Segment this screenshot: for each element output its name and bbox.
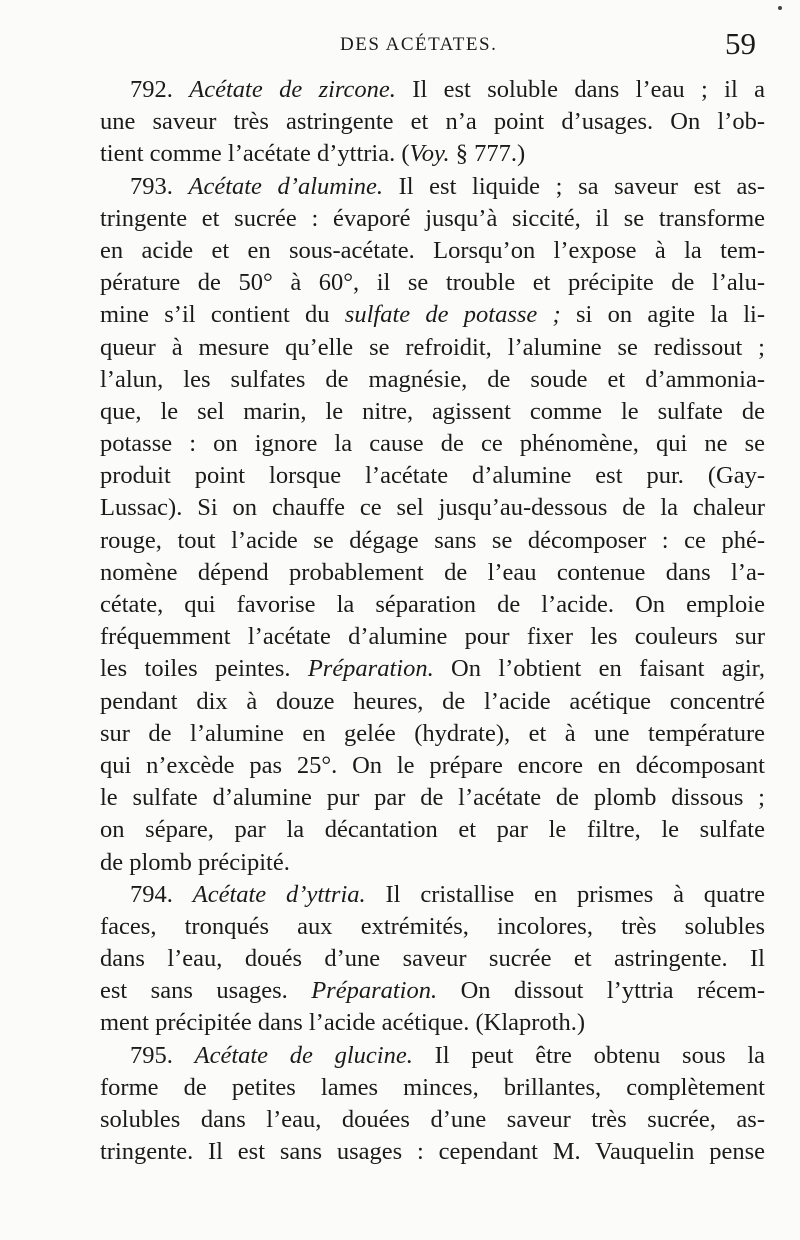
paragraph-792 — [100, 74, 765, 171]
text-line — [100, 1072, 765, 1104]
italic-heading: Acétate de zircone. — [189, 76, 396, 103]
text-line — [100, 911, 765, 943]
line-text: dans l’eau, doués d’une saveur sucrée et astringente. Il — [100, 945, 765, 973]
body-text — [100, 74, 765, 1168]
line-text: produit point lorsque l’acétate d’alumine est pur. (Gay- — [100, 462, 765, 490]
paragraph-793 — [100, 171, 765, 879]
text-line — [100, 589, 765, 621]
text-line — [100, 814, 765, 846]
paragraph-795 — [100, 1040, 765, 1169]
text-line — [100, 718, 765, 750]
text-line — [100, 74, 765, 106]
line-text: nomène dépend probablement de l’eau contenue dans l’a- — [100, 558, 765, 586]
running-title: DES ACÉTATES. — [340, 34, 498, 55]
text-line — [100, 782, 765, 814]
line-text: tringente. Il est sans usages : cependant M. Vauquelin pense — [100, 1138, 765, 1166]
text-line — [100, 299, 765, 331]
line-text: une saveur très astringente et n’a point d’usages. On l’ob- — [100, 108, 765, 136]
italic-heading: Acétate de glucine. — [194, 1041, 413, 1069]
italic-heading: Acétate d’yttria. — [192, 880, 366, 908]
text-line — [100, 686, 765, 718]
line-text: queur à mesure qu’elle se refroidit, l’alumine se redissout ; — [100, 333, 765, 361]
running-head — [100, 26, 760, 76]
paragraph-794 — [100, 879, 765, 1040]
line-text: On dissout l’yttria récem- — [437, 977, 765, 1005]
line-text: de plomb précipité. — [100, 848, 290, 876]
line-text: les toiles peintes. — [100, 655, 308, 683]
text-line — [100, 1136, 765, 1168]
italic-text: Voy. — [409, 140, 450, 168]
line-text: si on agite la li- — [560, 301, 765, 329]
text-line — [100, 653, 765, 685]
text-line — [100, 1007, 765, 1039]
line-text: Il cristallise en prismes à quatre — [365, 880, 766, 908]
line-text: ment précipitée dans l’acide acétique. (Klaproth.) — [100, 1009, 586, 1037]
paragraph-number: 795. — [130, 1041, 173, 1069]
text-line — [100, 267, 765, 299]
line-text: l’alun, les sulfates de magnésie, de soude et d’ammonia- — [100, 365, 765, 393]
text-line — [100, 975, 765, 1007]
text-line — [100, 203, 765, 235]
line-text: est sans usages. — [100, 977, 312, 1005]
line-text: On l’obtient en faisant agir, — [433, 655, 765, 683]
line-text: solubles dans l’eau, douées d’une saveur très sucrée, as- — [100, 1106, 765, 1133]
text-line — [100, 557, 765, 589]
text-line — [100, 428, 765, 460]
line-text: § 777.) — [449, 140, 526, 168]
italic-text: Préparation. — [307, 655, 434, 683]
italic-heading: Acétate d’alumine. — [188, 172, 384, 200]
line-text: forme de petites lames minces, brillantes, complètement — [100, 1073, 765, 1101]
line-text: fréquemment l’acétate d’alumine pour fixer les couleurs sur — [100, 623, 765, 651]
line-text: pérature de 50° à 60°, il se trouble et précipite de l’alu- — [100, 269, 765, 297]
text-line — [100, 879, 765, 911]
paragraph-number: 792. — [130, 76, 173, 103]
paragraph-number: 794. — [130, 880, 173, 908]
text-line — [100, 525, 765, 557]
line-text: rouge, tout l’acide se dégage sans se décomposer : ce phé- — [100, 526, 765, 554]
text-line — [100, 364, 765, 396]
line-text: faces, tronqués aux extrémités, incolores, très solubles — [100, 912, 765, 940]
line-text: on sépare, par la décantation et par le filtre, le sulfate — [100, 816, 765, 844]
line-text: le sulfate d’alumine pur par de l’acétate de plomb dissous ; — [100, 784, 765, 812]
line-text: cétate, qui favorise la séparation de l’acide. On emploie — [100, 591, 765, 618]
text-line — [100, 332, 765, 364]
line-text: potasse : on ignore la cause de ce phénomène, qui ne se — [100, 430, 765, 458]
line-text: Il peut être obtenu sous la — [412, 1041, 766, 1069]
line-text: tient comme l’acétate d’yttria. ( — [100, 140, 410, 168]
text-line — [100, 460, 765, 492]
line-text: Lussac). Si on chauffe ce sel jusqu’au-dessous de la chaleur — [100, 494, 765, 522]
italic-text: sulfate de potasse ; — [344, 301, 561, 329]
line-text: sur de l’alumine en gelée (hydrate), et à une température — [100, 719, 765, 747]
text-line — [100, 750, 765, 782]
text-line — [100, 106, 765, 138]
text-line — [100, 1040, 765, 1072]
text-line — [100, 492, 765, 524]
scan-speck — [778, 6, 782, 10]
text-line — [100, 235, 765, 267]
text-line — [100, 396, 765, 428]
paragraph-number: 793. — [130, 172, 173, 200]
line-text: Il est soluble dans l’eau ; il a — [395, 76, 766, 103]
text-line — [100, 171, 765, 203]
text-line — [100, 1104, 765, 1136]
line-text: tringente et sucrée : évaporé jusqu’à siccité, il se transforme — [100, 204, 765, 232]
text-line — [100, 943, 765, 975]
text-line — [100, 847, 765, 879]
line-text: qui n’excède pas 25°. On le prépare encore en décomposant — [100, 751, 765, 779]
line-text: Il est liquide ; sa saveur est as- — [383, 172, 766, 200]
line-text: pendant dix à douze heures, de l’acide acétique concentré — [100, 687, 765, 715]
text-line — [100, 138, 765, 170]
text-line — [100, 621, 765, 653]
line-text: en acide et en sous-acétate. Lorsqu’on l’expose à la tem- — [100, 236, 765, 264]
line-text: que, le sel marin, le nitre, agissent comme le sulfate de — [100, 397, 765, 425]
page-number: 59 — [725, 26, 756, 61]
italic-text: Préparation. — [311, 977, 438, 1005]
line-text: mine s’il contient du — [100, 301, 345, 329]
